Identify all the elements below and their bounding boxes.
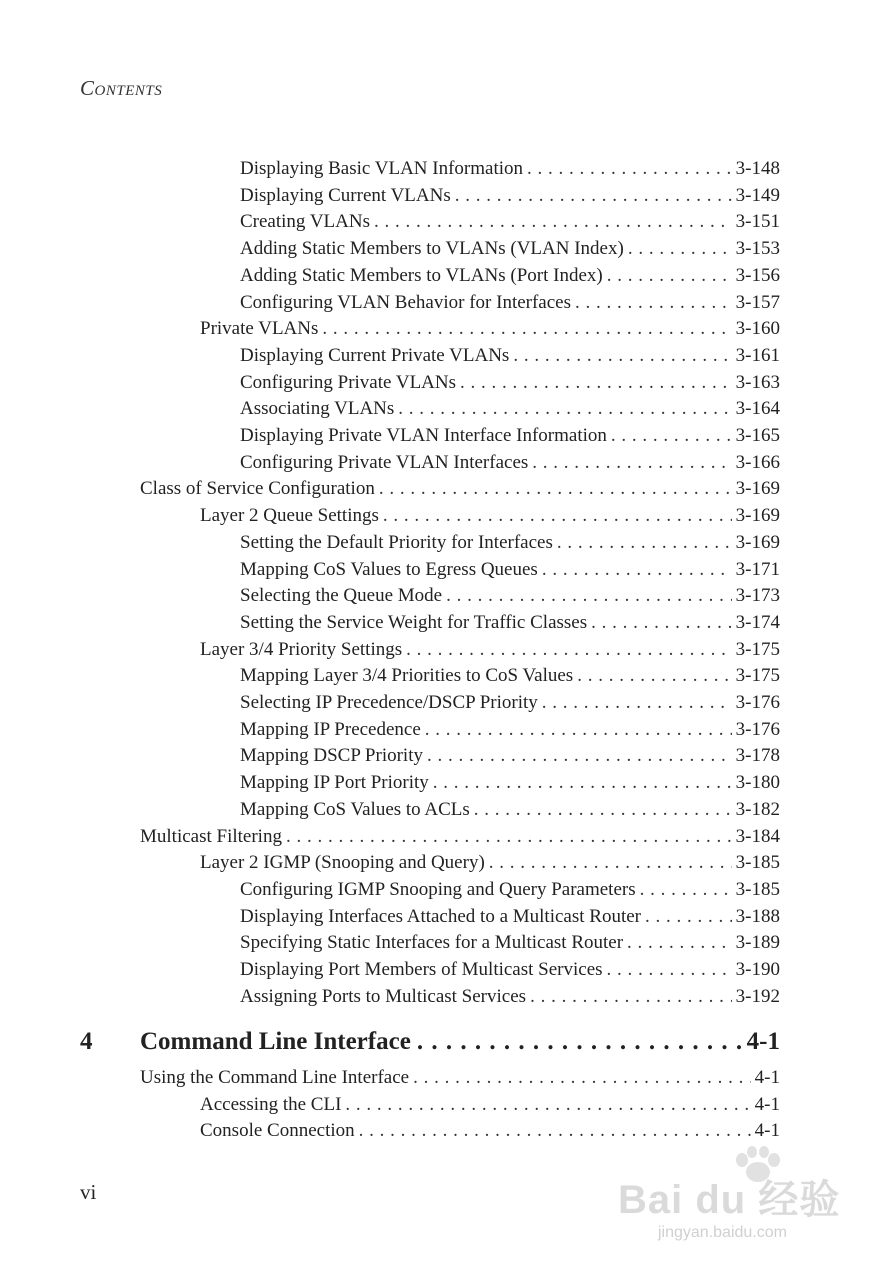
toc-entry[interactable] xyxy=(200,636,780,663)
toc-entry-page: 3-156 xyxy=(735,264,780,286)
toc-entry-page: 3-175 xyxy=(735,638,780,660)
toc-entry-page: 3-165 xyxy=(735,425,780,446)
leader-dots xyxy=(460,369,732,396)
toc-entry[interactable] xyxy=(240,903,780,930)
toc-entry-title: Layer 2 IGMP (Snooping and Query) xyxy=(200,852,485,874)
toc-entry[interactable] xyxy=(140,475,780,502)
toc-entry[interactable] xyxy=(240,449,780,476)
toc-entry-page: 3-153 xyxy=(735,238,780,260)
toc-entry-page: 3-190 xyxy=(735,959,780,980)
page-number: vi xyxy=(80,1180,97,1204)
toc-entry-page: 3-151 xyxy=(735,211,780,233)
leader-dots xyxy=(425,716,732,743)
toc-entry-title: Configuring VLAN Behavior for Interfaces xyxy=(240,291,571,313)
toc-entry-page: 3-188 xyxy=(735,905,780,927)
toc-entry-title: Mapping IP Port Priority xyxy=(240,772,429,794)
toc-entry[interactable] xyxy=(140,1064,780,1091)
leader-dots xyxy=(379,475,732,502)
toc-entry-page: 3-164 xyxy=(735,398,780,420)
toc-entry[interactable] xyxy=(200,315,780,342)
leader-dots xyxy=(591,609,732,636)
leader-dots xyxy=(455,182,732,209)
chapter-page: 4-1 xyxy=(746,1028,780,1055)
leader-dots xyxy=(577,662,731,689)
toc-entry-title: Mapping Layer 3/4 Priorities to CoS Values xyxy=(240,665,574,687)
leader-dots xyxy=(446,582,732,609)
toc-entry[interactable] xyxy=(240,876,780,903)
leader-dots xyxy=(322,315,731,342)
leader-dots xyxy=(359,1117,751,1144)
toc-entry[interactable] xyxy=(240,689,780,716)
toc-entry-page: 3-157 xyxy=(735,291,780,313)
leader-dots xyxy=(607,956,732,983)
leader-dots xyxy=(542,689,732,716)
toc-entry[interactable] xyxy=(240,983,780,1010)
toc-entry-page: 3-184 xyxy=(735,825,780,847)
toc-entry-title: Creating VLANs xyxy=(240,211,370,233)
toc-entry-title: Adding Static Members to VLANs (VLAN Index) xyxy=(240,238,624,260)
toc-entry-page: 3-169 xyxy=(735,478,780,500)
toc-entry-title: Mapping CoS Values to Egress Queues xyxy=(240,558,538,580)
toc-entry-title: Using the Command Line Interface xyxy=(140,1067,410,1088)
toc-entry-page: 3-161 xyxy=(735,344,780,366)
toc-entry[interactable] xyxy=(240,716,780,743)
toc-entry[interactable] xyxy=(200,1117,780,1144)
leader-dots xyxy=(530,983,732,1010)
toc-entry-title: Mapping DSCP Priority xyxy=(240,745,423,767)
toc-entry[interactable] xyxy=(240,155,780,182)
toc-entry-title: Assigning Ports to Multicast Services xyxy=(240,985,527,1007)
toc-entry[interactable] xyxy=(140,823,780,850)
chapter-heading[interactable] xyxy=(80,1028,780,1062)
toc-entry-page: 3-185 xyxy=(735,852,780,874)
toc-entry[interactable] xyxy=(240,422,780,449)
watermark-brand: Bai du 经验 xyxy=(618,1178,841,1222)
leader-dots xyxy=(427,742,732,769)
toc-entry[interactable] xyxy=(240,262,780,289)
toc-entry[interactable] xyxy=(240,395,780,422)
leader-dots xyxy=(611,422,732,449)
toc-entry[interactable] xyxy=(240,529,780,556)
toc-entry[interactable] xyxy=(240,662,780,689)
leader-dots xyxy=(286,823,732,850)
toc-entry-title: Setting the Service Weight for Traffic Classes xyxy=(240,611,588,633)
toc-entry[interactable] xyxy=(200,1091,780,1118)
leader-dots xyxy=(532,449,731,476)
toc-entry-page: 3-176 xyxy=(735,692,780,713)
toc-entry[interactable] xyxy=(240,769,780,796)
leader-dots xyxy=(513,342,731,369)
leader-dots xyxy=(433,769,732,796)
toc-entry-page: 3-149 xyxy=(735,184,780,206)
toc-entry-page: 3-180 xyxy=(735,772,780,794)
leader-dots xyxy=(489,849,732,876)
toc-entry-title: Displaying Interfaces Attached to a Multicast Router xyxy=(240,905,641,927)
header-first-letter: C xyxy=(80,76,95,100)
toc-entry-page: 3-163 xyxy=(735,371,780,393)
toc-entry-title: Configuring IGMP Snooping and Query Parameters xyxy=(240,878,636,900)
toc-entry-title: Adding Static Members to VLANs (Port Index) xyxy=(240,264,603,286)
toc-entry-title: Mapping IP Precedence xyxy=(240,718,421,740)
leader-dots xyxy=(557,529,732,556)
toc-entry-title: Console Connection xyxy=(200,1120,355,1142)
running-header xyxy=(80,76,162,101)
toc-entry-page: 3-173 xyxy=(735,585,780,607)
toc-entry-title: Displaying Current Private VLANs xyxy=(240,344,510,366)
toc-entry-title: Layer 2 Queue Settings xyxy=(200,505,379,527)
toc-entry[interactable] xyxy=(240,182,780,209)
toc-entry-page: 3-174 xyxy=(735,611,780,633)
leader-dots xyxy=(607,262,732,289)
toc-entry-title: Setting the Default Priority for Interfaces xyxy=(240,531,553,553)
toc-entry-title: Configuring Private VLAN Interfaces xyxy=(240,451,529,473)
toc-entry-title: Class of Service Configuration xyxy=(140,478,375,500)
toc-entry-title: Displaying Current VLANs xyxy=(240,184,451,206)
toc-entry-page: 3-169 xyxy=(735,531,780,553)
toc-entry-title: Selecting the Queue Mode xyxy=(240,585,443,607)
toc-entry[interactable] xyxy=(240,208,780,235)
chapter-number: 4 xyxy=(80,1028,93,1055)
leader-dots xyxy=(406,636,732,663)
leader-dots xyxy=(640,876,732,903)
leader-dots xyxy=(542,556,732,583)
leader-dots xyxy=(374,208,732,235)
chapter-title: Command Line Interface xyxy=(140,1028,411,1055)
leader-dots xyxy=(628,235,732,262)
toc-entry-title: Displaying Private VLAN Interface Information xyxy=(240,425,607,446)
leader-dots xyxy=(413,1064,751,1091)
toc-entry-page: 3-160 xyxy=(735,318,780,340)
toc-entry-title: Private VLANs xyxy=(200,318,319,340)
leader-dots xyxy=(527,155,732,182)
toc-entry[interactable] xyxy=(200,502,780,529)
toc-entry[interactable] xyxy=(240,289,780,316)
leader-dots xyxy=(417,1028,741,1056)
toc-entry[interactable] xyxy=(240,369,780,396)
watermark-logo xyxy=(618,1150,858,1250)
watermark-site: jingyan.baidu.com xyxy=(658,1224,787,1241)
toc-entry-title: Displaying Port Members of Multicast Services xyxy=(240,959,603,980)
toc-entry-page: 3-189 xyxy=(735,932,780,954)
toc-entry-page: 3-182 xyxy=(735,798,780,820)
toc-entry[interactable] xyxy=(240,609,780,636)
leader-dots xyxy=(575,289,732,316)
leader-dots xyxy=(345,1091,750,1118)
toc-entry-page: 3-192 xyxy=(735,985,780,1007)
toc-entry-page: 3-169 xyxy=(735,505,780,527)
toc-entry[interactable] xyxy=(240,582,780,609)
toc-entry[interactable] xyxy=(240,742,780,769)
toc-entry[interactable] xyxy=(200,849,780,876)
toc-entry[interactable] xyxy=(240,796,780,823)
toc-entry-page: 3-166 xyxy=(735,451,780,473)
toc-entry[interactable] xyxy=(240,235,780,262)
toc-entry-title: Selecting IP Precedence/DSCP Priority xyxy=(240,692,538,713)
toc-entry-title: Mapping CoS Values to ACLs xyxy=(240,798,470,820)
toc-entry-title: Specifying Static Interfaces for a Multicast Router xyxy=(240,932,624,954)
toc-entry-page: 4-1 xyxy=(754,1120,780,1142)
toc-entry[interactable] xyxy=(240,956,780,983)
toc-entry-page: 3-175 xyxy=(735,665,780,687)
leader-dots xyxy=(383,502,732,529)
toc-entry-title: Configuring Private VLANs xyxy=(240,371,457,393)
leader-dots xyxy=(627,929,732,956)
toc-entry[interactable] xyxy=(240,929,780,956)
header-rest: ONTENTS xyxy=(94,83,163,99)
toc-entry-title: Associating VLANs xyxy=(240,398,395,420)
toc-entry-page: 3-178 xyxy=(735,745,780,767)
toc-entry-page: 3-176 xyxy=(735,718,780,740)
toc-entry-page: 4-1 xyxy=(754,1093,780,1115)
toc-entry-title: Accessing the CLI xyxy=(200,1093,342,1115)
toc-entry-title: Displaying Basic VLAN Information xyxy=(240,158,524,179)
toc-entry-page: 3-171 xyxy=(735,558,780,580)
toc-entry-page: 4-1 xyxy=(754,1067,780,1088)
leader-dots xyxy=(645,903,732,930)
leader-dots xyxy=(398,395,731,422)
toc-entry-title: Multicast Filtering xyxy=(140,825,282,847)
toc-entry[interactable] xyxy=(240,342,780,369)
toc-entry[interactable] xyxy=(240,556,780,583)
toc-entry-title: Layer 3/4 Priority Settings xyxy=(200,638,403,660)
toc-entry-page: 3-185 xyxy=(735,878,780,900)
leader-dots xyxy=(474,796,732,823)
toc-entry-page: 3-148 xyxy=(735,158,780,179)
